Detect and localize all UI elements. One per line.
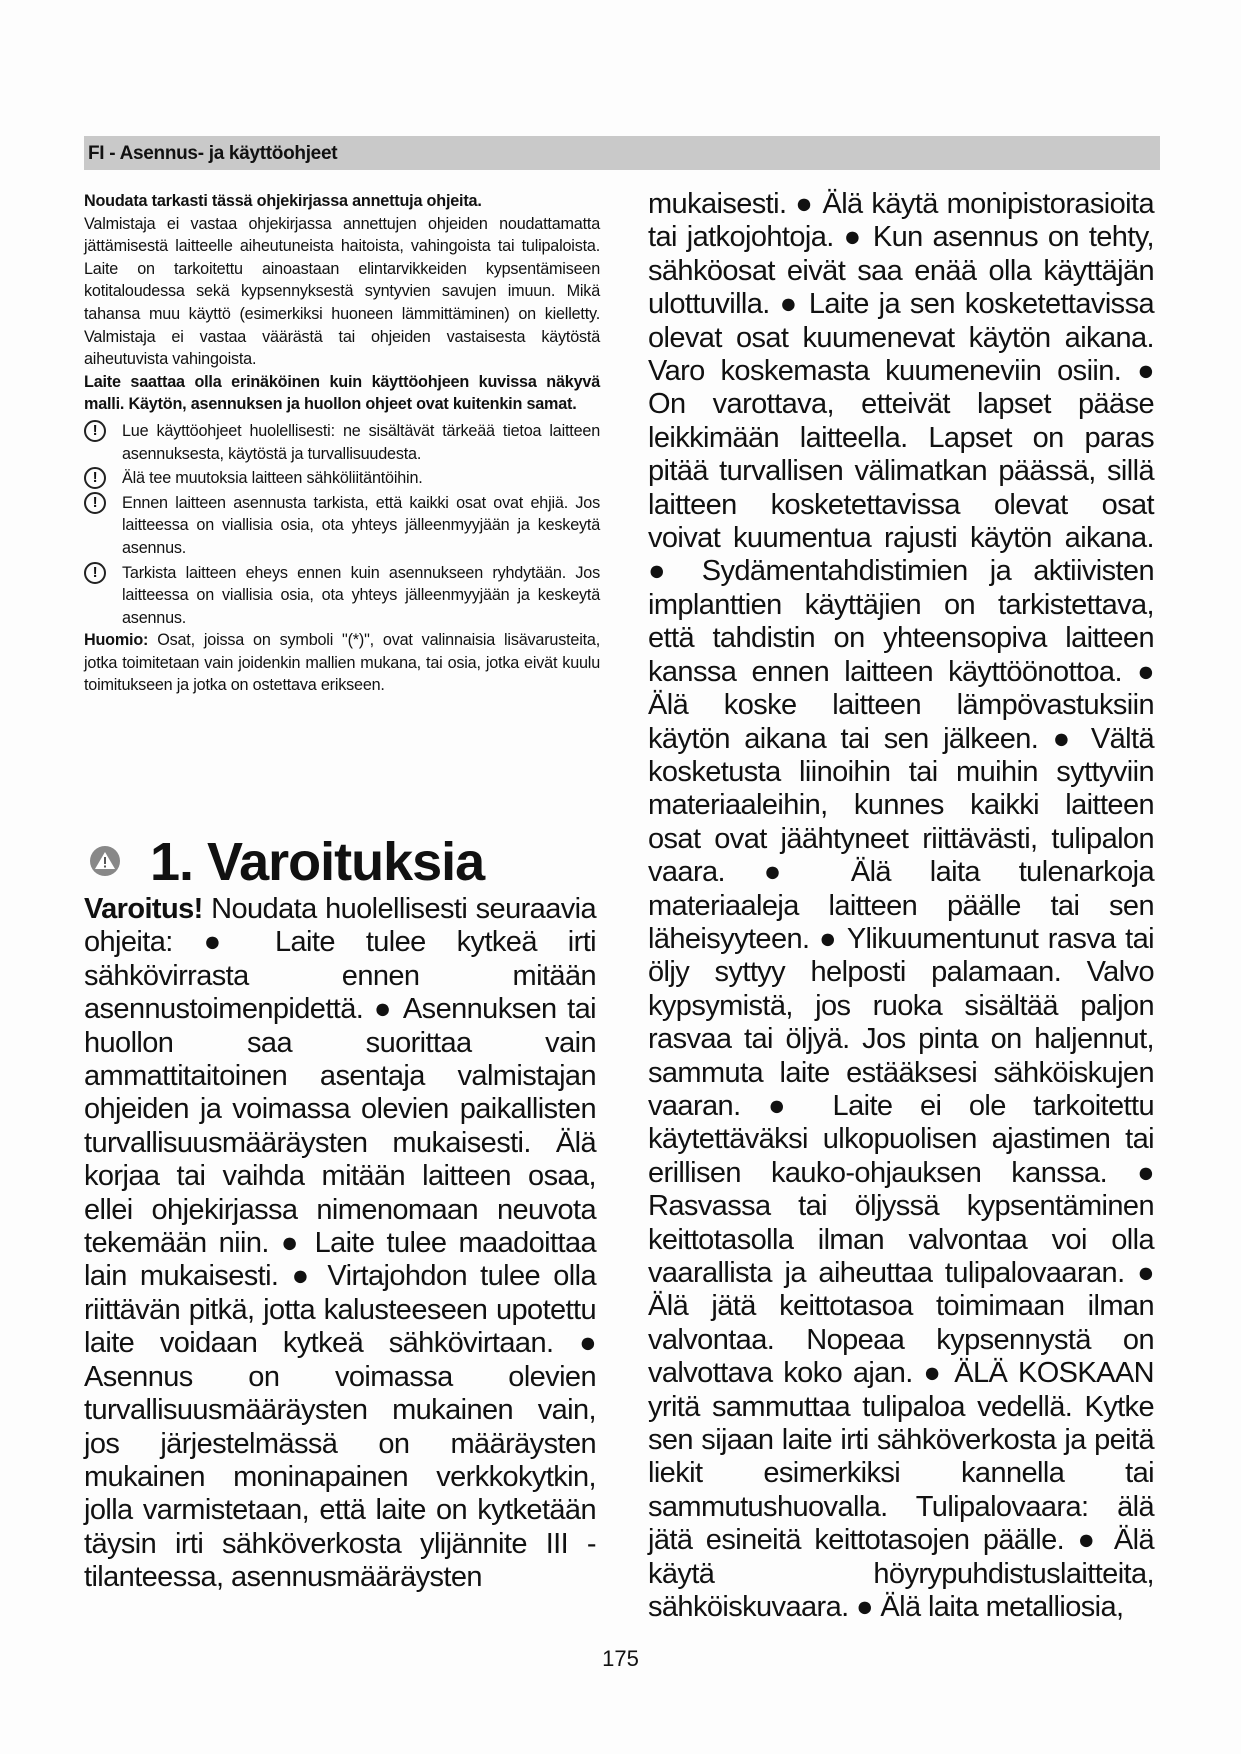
warnings-right-text: mukaisesti. ● Älä käytä monipistorasioita tai jatkojohtoja. ● Kun asennus on tehty, sähköosat eivät saa enää olla käyttäjän ulottuvilla. ● Laite ja sen kosketettavissa olevat osat kuumenevat käytön aikana. Varo koskemasta kuumeneviin osiin. ● On varottava, etteivät lapset pääse leikkimään laitteella. Lapset on paras pitää turvallisen välimatkan päässä, sillä laitteen kosketettavissa olevat osat voivat kuumentua rajusti käytön aikana. ● Sydämentahdistimien ja aktiivisten implanttien käyttäjien on tarkistettava, että tahdistin on yhteensopiva laitteen kanssa ennen laitteen käyttöönottoa. ● Älä koske laitteen lämpövastuksiin käytön aikana tai sen jälkeen. ● Vältä kosketusta liinoihin tai muihin syttyviin materiaaleihin, kunnes kaikki laitteen osat ovat jäähtyneet riittävästi, tulipalon vaara. ● Älä laita tulenarkoja materiaaleja laitteen päälle tai sen läheisyyteen. ● Ylikuumentunut rasva tai öljy syttyy helposti palamaan. Valvo kypsymistä, jos ruoka sisältää paljon rasvaa tai öljyä. Jos pinta on haljennut, sammuta laite estääksesi sähköiskujen vaaran. ● Laite ei ole tarkoitettu käytettäväksi ulkopuolisen ajastimen tai erillisen kauko-ohjauksen kanssa. ● Rasvassa tai öljyssä kypsentäminen keittotasolla ilman valvontaa voi olla vaarallista ja aiheuttaa tulipalovaaran. ● Älä jätä keittotasoa toimimaan ilman valvontaa. Nopeaa kypsennystä on valvottava koko ajan. ● ÄLÄ KOSKAAN yritä sammuttaa tulipaloa vedellä. Kytke sen sijaan laite irti sähköverkosta ja peitä liekit esimerkiksi kannella tai sammutushuovalla. Tulipalovaara: älä jätä esineitä keittotasojen päälle. ● Älä käytä höyrypuhdistuslaitteita, sähköiskuvaara. ● Älä laita metalliosia, bbox=[648, 188, 1154, 1624]
warnings-left-column bbox=[84, 893, 596, 1595]
header-bar bbox=[84, 136, 1160, 170]
intro-heading: Noudata tarkasti tässä ohjekirjassa annettuja ohjeita. bbox=[84, 192, 482, 210]
warning-text: Tarkista laitteen eheys ennen kuin asennukseen ryhdytään. Jos laitteessa on viallisia osia, ota yhteys jälleenmyyjään ja keskeytä asennus. bbox=[122, 563, 600, 627]
intro-bold-note: Laite saattaa olla erinäköinen kuin käyttöohjeen kuvissa näkyvä malli. Käytön, asennuksen ja huollon ohjeet ovat kuitenkin samat. bbox=[84, 372, 600, 414]
header-title: FI - Asennus- ja käyttöohjeet bbox=[88, 143, 338, 164]
warning-item bbox=[84, 467, 600, 490]
note-paragraph bbox=[84, 629, 600, 697]
warning-item bbox=[84, 562, 600, 630]
warning-text: Lue käyttöohjeet huolellisesti: ne sisältävät tärkeää tietoa laitteen asennuksesta, käytöstä ja turvallisuudesta. bbox=[122, 421, 600, 463]
section-heading bbox=[84, 830, 600, 896]
warning-lead: Varoitus! bbox=[84, 893, 203, 925]
intro-paragraph: Valmistaja ei vastaa ohjekirjassa annettujen ohjeiden noudattamatta jättämisestä laitteelle aiheutuneista haitoista, vahingoista tai tulipaloista. Laite on tarkoitettu ainoastaan elintarvikkeiden kypsentämiseen kotitaloudessa sekä kypsennyksestä syntyvien savujen imuun. Mikä tahansa muu käyttö (esimerkiksi huoneen lämmittäminen) on kielletty. Valmistaja ei vastaa väärästä tai ohjeiden vastaisesta käytöstä aiheutuvista vahingoista. bbox=[84, 214, 600, 369]
warning-circle-icon: ! bbox=[84, 492, 106, 514]
note-label: Huomio: bbox=[84, 631, 149, 650]
warning-triangle-icon bbox=[90, 846, 120, 876]
warnings-left-paragraph bbox=[84, 893, 596, 1595]
warning-text: Älä tee muutoksia laitteen sähköliitäntöihin. bbox=[122, 469, 423, 488]
warning-circle-icon: ! bbox=[84, 420, 106, 442]
note-text: Osat, joissa on symboli "(*)", ovat valinnaisia lisävarusteita, jotka toimitetaan vain joidenkin mallien mukana, tai osia, jotka eivät kuulu toimitukseen ja jotka on ostettava erikseen. bbox=[84, 631, 600, 695]
warning-item bbox=[84, 420, 600, 465]
warnings-left-text: Noudata huolellisesti seuraavia ohjeita: ● Laite tulee kytkeä irti sähkövirrasta ennen mitään asennustoimenpidettä. ● Asennuksen tai huollon saa suorittaa vain ammattitaitoinen asentaja valmistajan ohjeiden ja voimassa olevien paikallisten turvallisuusmääräysten mukaisesti. Älä korjaa tai vaihda mitään laitteen osaa, ellei ohjekirjassa nimenomaan neuvota tekemään niin. ● Laite tulee maadoittaa lain mukaisesti. ● Virtajohdon tulee olla riittävän pitkä, jotta kalusteeseen upotettu laite voidaan kytkeä sähkövirtaan. ● Asennus on voimassa olevien turvallisuusmääräysten mukainen vain, jos järjestelmässä on määräysten mukainen moninapainen verkkokytkin, jolla varmistetaan, että laite on kytketään täysin irti sähköverkosta ylijännite III -tilanteessa, asennusmääräysten bbox=[84, 893, 596, 1594]
section-title: 1. Varoituksia bbox=[150, 832, 485, 892]
warning-item bbox=[84, 492, 600, 560]
warning-text: Ennen laitteen asennusta tarkista, että kaikki osat ovat ehjiä. Jos laitteessa on viallisia osia, ota yhteys jälleenmyyjään ja keskeytä asennus. bbox=[122, 493, 600, 557]
warning-circle-icon: ! bbox=[84, 562, 106, 584]
page-number: 175 bbox=[602, 1646, 639, 1671]
intro-block bbox=[84, 190, 600, 697]
warning-circle-icon: ! bbox=[84, 467, 106, 489]
warnings-right-column bbox=[648, 188, 1154, 1624]
